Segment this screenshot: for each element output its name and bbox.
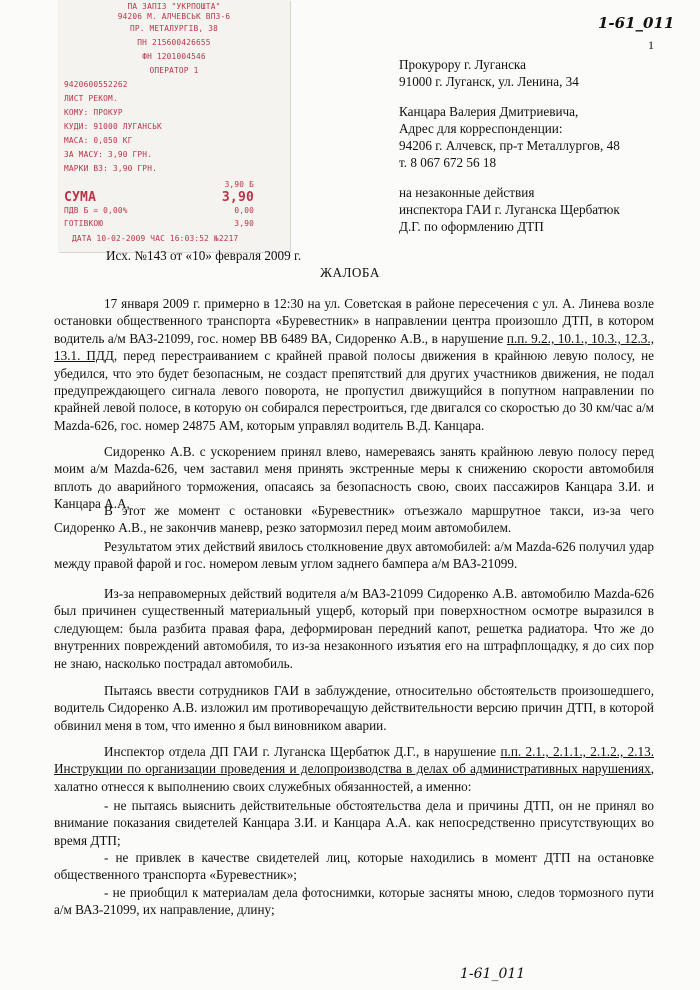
outgoing-reference: Исх. №143 от «10» февраля 2009 г. (106, 248, 302, 263)
paragraph-6: Пытаясь ввести сотрудников ГАИ в заблуждение, относительно обстоятельств произошедшего, водитель Сидоренко А.В. изложил им противоречащую действительности версию причин ДТП, в которой обвинил меня в том, что именно я был виновником аварии. (54, 683, 654, 733)
bullet-2: - не привлек в качестве свидетелей лиц, которые находились в момент ДТП на остановке общественного транспорта «Буревестник»; (54, 850, 654, 883)
handwritten-doc-id-top: 1-61_011 (598, 14, 675, 32)
receipt-line: ЛИСТ РЕКОМ. (64, 94, 118, 103)
traffic-rules-reference: п.п. 9.2., 10.1., 10.3., 12.3., 13.1. ПДД (54, 330, 654, 364)
paragraph-7-text-b: , халатно отнесся к выполнению своих служебных обязанностей, а именно: (54, 761, 654, 794)
subject-line: инспектора ГАИ г. Луганска Щербатюк (399, 202, 620, 217)
paragraph-1-text-a: 17 января 2009 г. примерно в 12:30 на ул. Советская в районе пересечения с ул. А. Линева возле остановки общественного транспорта «Буревестник» в направлении центра произошло ДТП, в котором водитель а/м ВАЗ-21099, гос. номер ВВ 6489 ВА, Сидоренко А.В., в нарушение (54, 296, 654, 346)
sender-line: 94206 г. Алчевск, пр-т Металлургов, 48 (399, 138, 620, 153)
receipt-vat-label: ПДВ Б = 0,00% (64, 206, 128, 215)
paragraph-1 (54, 295, 654, 434)
receipt-line: ОПЕРАТОР 1 (149, 66, 199, 75)
handwritten-doc-id-bottom: 1-61_011 (460, 966, 526, 982)
paragraph-4: Результатом этих действий явилось столкновение двух автомобилей: а/м Mazda-626 получил удар между правой фарой и гос. номером левым углом заднего бампера а/м ВАЗ-21099. (54, 539, 654, 572)
sender-line: Канцара Валерия Дмитриевича, (399, 104, 579, 119)
receipt-sum-value: 3,90 (221, 190, 254, 205)
addressee-line: Прокурору г. Луганска (399, 57, 526, 72)
paragraph-2: Сидоренко А.В. с ускорением принял влево, намереваясь занять крайнюю левую полосу перед моим а/м Mazda-626, чем заставил меня принять экстренные меры к снижению скорости автомобиля вплоть до аварийного торможения, опасаясь за безопасность свою, своих пассажиров Канцара З.И. и Канцара А.А. (54, 444, 654, 512)
paragraph-1-text-b: , перед перестраиванием с крайней правой полосы движения в крайнюю левую полосу, не убедился, что это будет безопасным, не создаст препятствий для других участников движения, не подал предупреждающего сигнала левого поворота, не пропустил движущийся в попутном направлении по крайней левой полосе, в которую он собирался перестроиться, где двигался со скоростью до 30 км/час а/м Mazda-626, гос. номер 24875 АМ, которым управлял водитель В.Д. Канцара. (54, 348, 654, 433)
sender-line: Адрес для корреспонденции: (399, 121, 563, 136)
addressee-line: 91000 г. Луганск, ул. Ленина, 34 (399, 74, 579, 89)
receipt-line: ФН 1201004546 (142, 52, 206, 61)
receipt-line: 9420600552262 (64, 80, 128, 89)
receipt-line: 94206 М. АЛЧЕВСЬК ВПЗ-6 (117, 12, 231, 21)
receipt-line: ПР. МЕТАЛУРГІВ, 38 (129, 24, 219, 33)
receipt-line: МАСА: 0,050 КГ (64, 136, 133, 145)
receipt-line: КУДИ: 91000 ЛУГАНСЬК (64, 122, 162, 131)
receipt-cash-row (64, 219, 290, 229)
receipt-line: ПН 215600426655 (137, 38, 211, 47)
receipt-sum-small-value: 3,90 Б (224, 180, 254, 189)
instruction-reference: п.п. 2.1., 2.1.1., 2.1.2., 2.13. Инструкции по организации проведения и делопроизводства в делах об административных нарушениях (54, 744, 654, 777)
paragraph-7-text-a: Инспектор отдела ДП ГАИ г. Луганска Щербатюк Д.Г., в нарушение (104, 744, 501, 759)
document-title: ЖАЛОБА (320, 265, 380, 280)
receipt-cash-value: 3,90 (234, 219, 254, 228)
receipt-line: МАРКИ ВЗ: 3,90 ГРН. (64, 164, 157, 173)
sender-line: т. 8 067 672 56 18 (399, 155, 497, 170)
paragraph-3: В этот же момент с остановки «Буревестник» отъезжало маршрутное такси, из-за чего Сидоренко А.В., не закончив маневр, резко затормозил перед моим автомобилем. (54, 503, 654, 536)
receipt-date-line: ДАТА 10-02-2009 ЧАС 16:03:52 №2217 (72, 234, 239, 243)
page-number: 1 (648, 38, 654, 52)
receipt-vat-value: 0,00 (234, 206, 254, 215)
receipt-line: ЗА МАСУ: 3,90 ГРН. (64, 150, 153, 159)
receipt-sum-label: СУМА (64, 190, 97, 205)
receipt-vat-row (64, 206, 290, 216)
bullet-1: - не пытаясь выяснить действительные обстоятельства дела и причины ДТП, он не принял во внимание показания свидетелей Канцара З.И. и Канцара А.А. как непосредственно присутствующих во время ДТП; (54, 798, 654, 848)
subject-line: на незаконные действия (399, 185, 535, 200)
receipt-sum-row (64, 191, 290, 205)
postal-receipt (58, 0, 290, 252)
subject-line: Д.Г. по оформлению ДТП (399, 219, 544, 234)
receipt-line: КОМУ: ПРОКУР (64, 108, 123, 117)
paragraph-5: Из-за неправомерных действий водителя а/м ВАЗ-21099 Сидоренко А.В. автомобилю Mazda-626 был причинен существенный материальный ущерб, который при поверхностном осмотре выразился в следующем: была разбита правая фара, деформирован передний капот, решетка радиатора. Что же до внутренних повреждений автомобиля, то из-за незаконного изъятия его на штрафплощадку, я до сих пор не знаю, насколько пострадал автомобиль. (54, 586, 654, 671)
bullet-3: - не приобщил к материалам дела фотоснимки, которые засняты мною, следов тормозного пути а/м ВАЗ-21099, их направление, длину; (54, 885, 654, 918)
receipt-cash-label: ГОТІВКОЮ (64, 219, 104, 228)
receipt-line: ПА ЗАПІЗ "УКРПОШТА" (127, 2, 221, 11)
paragraph-7 (54, 743, 654, 795)
